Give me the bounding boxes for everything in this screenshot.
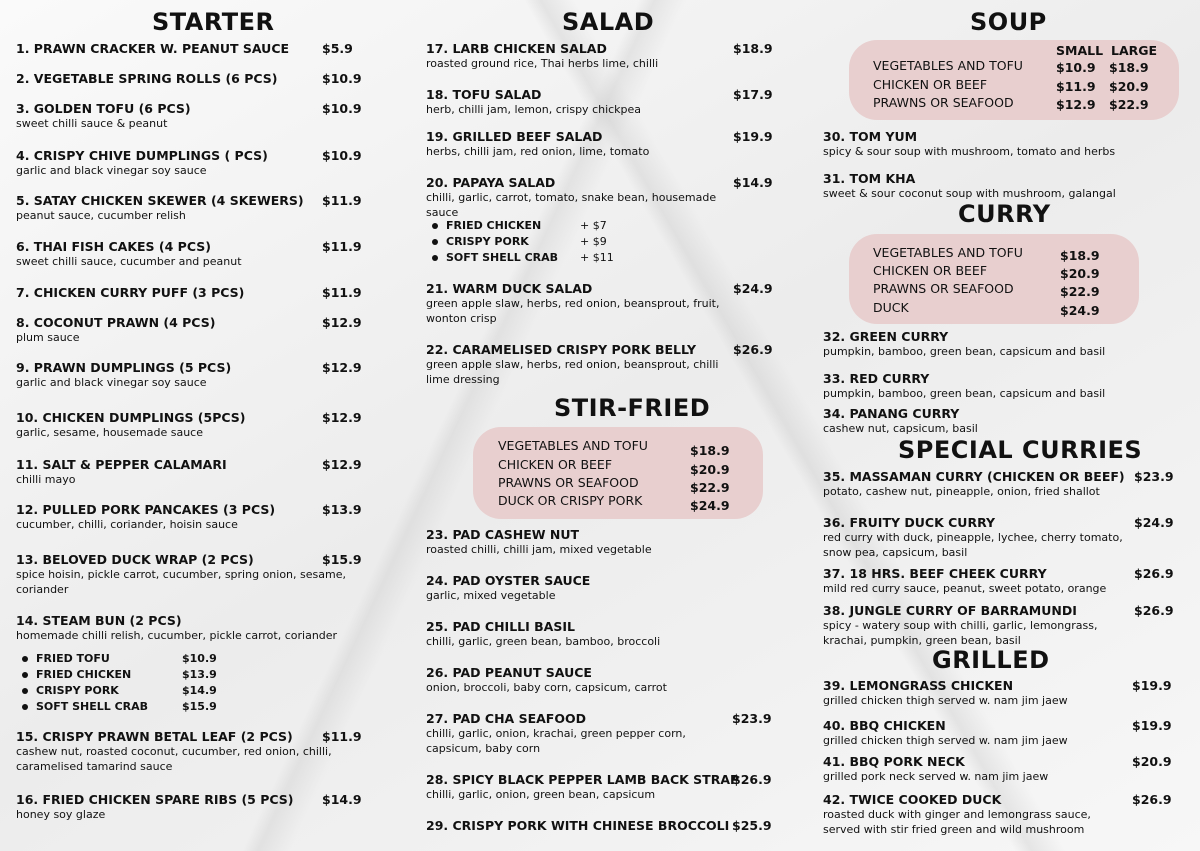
item-description: chilli mayo — [16, 473, 76, 486]
item-price: $10.9 — [322, 71, 362, 86]
stirfried-option-price: $18.9 — [690, 443, 730, 458]
curry-option-price: $24.9 — [1060, 303, 1100, 318]
menu-item — [16, 285, 361, 300]
item-name: 6. THAI FISH CAKES (4 PCS) — [16, 239, 211, 254]
item-price: $26.9 — [733, 342, 773, 357]
menu-item — [823, 371, 1153, 401]
stirfried-option-price: $20.9 — [690, 462, 730, 477]
item-price: $25.9 — [732, 818, 772, 833]
option-label: FRIED CHICKEN — [446, 219, 542, 232]
bullet-icon — [432, 223, 438, 229]
menu-item — [823, 171, 1153, 201]
option-price: $15.9 — [182, 700, 217, 713]
item-name: 3. GOLDEN TOFU (6 PCS) — [16, 101, 191, 116]
menu-item — [426, 175, 736, 220]
bullet-icon — [22, 704, 28, 710]
item-description: garlic, sesame, housemade sauce — [16, 426, 203, 439]
special-curries-heading: SPECIAL CURRIES — [898, 436, 1143, 464]
item-description: spicy & sour soup with mushroom, tomato and herbs — [823, 145, 1116, 158]
bullet-icon — [22, 672, 28, 678]
item-price: $24.9 — [1134, 515, 1174, 530]
option-price: + $7 — [580, 219, 607, 232]
item-price: $15.9 — [322, 552, 362, 567]
item-name: 28. SPICY BLACK PEPPER LAMB BACK STRAP — [426, 772, 740, 787]
bullet-icon — [432, 255, 438, 261]
item-price: $11.9 — [322, 285, 362, 300]
item-name: 9. PRAWN DUMPLINGS (5 PCS) — [16, 360, 232, 375]
item-name: 33. RED CURRY — [823, 371, 930, 386]
menu-item — [16, 41, 361, 56]
option-label: SOFT SHELL CRAB — [446, 251, 559, 264]
curry-option-label: DUCK — [873, 300, 909, 315]
item-price: $10.9 — [322, 101, 362, 116]
bullet-icon — [22, 688, 28, 694]
item-description: honey soy glaze — [16, 808, 106, 821]
menu-item — [16, 193, 361, 223]
menu-item — [16, 613, 361, 643]
item-description: herb, chilli jam, lemon, crispy chickpea — [426, 103, 642, 116]
item-price: $26.9 — [1134, 566, 1174, 581]
curry-option-label: PRAWNS OR SEAFOOD — [873, 281, 1014, 296]
item-description: garlic and black vinegar soy sauce — [16, 376, 207, 389]
item-name: 10. CHICKEN DUMPLINGS (5PCS) — [16, 410, 246, 425]
item-name: 16. FRIED CHICKEN SPARE RIBS (5 PCS) — [16, 792, 294, 807]
menu-item — [823, 678, 1123, 708]
soup-option-large: $18.9 — [1109, 60, 1149, 75]
item-description: green apple slaw, herbs, red onion, beansprout, chilli lime dressing — [426, 358, 719, 386]
item-name: 41. BBQ PORK NECK — [823, 754, 965, 769]
menu-item — [16, 101, 361, 131]
soup-option-large: $20.9 — [1109, 79, 1149, 94]
item-price: $23.9 — [732, 711, 772, 726]
soup-option-label: VEGETABLES AND TOFU — [873, 58, 1023, 73]
item-price: $12.9 — [322, 410, 362, 425]
option-price: $13.9 — [182, 668, 217, 681]
item-description: pumpkin, bamboo, green bean, capsicum and basil — [823, 387, 1106, 400]
item-description: sweet chilli sauce & peanut — [16, 117, 168, 130]
menu-item — [16, 552, 361, 597]
soup-option-label: PRAWNS OR SEAFOOD — [873, 95, 1014, 110]
item-description: spice hoisin, pickle carrot, cucumber, spring onion, sesame, coriander — [16, 568, 346, 596]
item-name: 39. LEMONGRASS CHICKEN — [823, 678, 1014, 693]
item-name: 24. PAD OYSTER SAUCE — [426, 573, 591, 588]
item-name: 19. GRILLED BEEF SALAD — [426, 129, 603, 144]
menu-item — [426, 527, 726, 557]
item-description: roasted ground rice, Thai herbs lime, chilli — [426, 57, 659, 70]
menu-item — [823, 792, 1123, 837]
item-name: 38. JUNGLE CURRY OF BARRAMUNDI — [823, 603, 1077, 618]
item-name: 5. SATAY CHICKEN SKEWER (4 SKEWERS) — [16, 193, 304, 208]
stirfried-option-label: PRAWNS OR SEAFOOD — [498, 475, 639, 490]
item-description: sweet chilli sauce, cucumber and peanut — [16, 255, 242, 268]
menu-item — [823, 515, 1133, 560]
item-price: $11.9 — [322, 239, 362, 254]
item-price: $26.9 — [732, 772, 772, 787]
soup-option-large: $22.9 — [1109, 97, 1149, 112]
item-name: 26. PAD PEANUT SAUCE — [426, 665, 592, 680]
item-description: grilled chicken thigh served w. nam jim jaew — [823, 694, 1068, 707]
item-name: 36. FRUITY DUCK CURRY — [823, 515, 996, 530]
papaya-option — [432, 251, 558, 264]
item-price: $24.9 — [733, 281, 773, 296]
menu-item — [823, 718, 1123, 748]
item-name: 37. 18 HRS. BEEF CHEEK CURRY — [823, 566, 1047, 581]
item-name: 27. PAD CHA SEAFOOD — [426, 711, 586, 726]
item-description: chilli, garlic, green bean, bamboo, broccoli — [426, 635, 661, 648]
soup-heading: SOUP — [970, 8, 1047, 36]
item-description: grilled chicken thigh served w. nam jim jaew — [823, 734, 1068, 747]
item-description: sweet & sour coconut soup with mushroom, galangal — [823, 187, 1116, 200]
menu-item — [426, 818, 730, 833]
item-description: homemade chilli relish, cucumber, pickle carrot, coriander — [16, 629, 338, 642]
item-description: garlic, mixed vegetable — [426, 589, 556, 602]
menu-item — [426, 772, 740, 802]
item-name: 12. PULLED PORK PANCAKES (3 PCS) — [16, 502, 276, 517]
item-description: onion, broccoli, baby corn, capsicum, carrot — [426, 681, 667, 694]
item-name: 30. TOM YUM — [823, 129, 918, 144]
salad-heading: SALAD — [562, 8, 655, 36]
item-name: 2. VEGETABLE SPRING ROLLS (6 PCS) — [16, 71, 278, 86]
menu-item — [426, 573, 726, 603]
menu-item — [16, 148, 361, 178]
item-description: chilli, garlic, onion, krachai, green pepper corn, capsicum, baby corn — [426, 727, 686, 755]
item-description: roasted chilli, chilli jam, mixed vegetable — [426, 543, 652, 556]
bullet-icon — [432, 239, 438, 245]
curry-option-label: VEGETABLES AND TOFU — [873, 245, 1023, 260]
menu-item — [16, 315, 361, 345]
menu-item — [16, 729, 361, 774]
item-description: green apple slaw, herbs, red onion, beansprout, fruit, wonton crisp — [426, 297, 720, 325]
menu-item — [823, 129, 1153, 159]
curry-option-price: $18.9 — [1060, 248, 1100, 263]
menu-item — [16, 792, 361, 822]
option-price: $14.9 — [182, 684, 217, 697]
option-label: SOFT SHELL CRAB — [36, 700, 149, 713]
soup-option-small: $10.9 — [1056, 60, 1096, 75]
item-name: 18. TOFU SALAD — [426, 87, 542, 102]
bullet-icon — [22, 656, 28, 662]
option-price: + $9 — [580, 235, 607, 248]
item-price: $12.9 — [322, 315, 362, 330]
bun-option — [22, 668, 131, 681]
menu-item — [823, 469, 1133, 499]
menu-item — [426, 41, 736, 71]
item-price: $10.9 — [322, 148, 362, 163]
menu-item — [823, 566, 1133, 596]
item-name: 35. MASSAMAN CURRY (CHICKEN OR BEEF) — [823, 469, 1125, 484]
curry-option-price: $20.9 — [1060, 266, 1100, 281]
option-price: + $11 — [580, 251, 614, 264]
item-price: $19.9 — [733, 129, 773, 144]
item-description: chilli, garlic, carrot, tomato, snake bean, housemade sauce — [426, 191, 717, 219]
item-name: 8. COCONUT PRAWN (4 PCS) — [16, 315, 216, 330]
item-name: 34. PANANG CURRY — [823, 406, 960, 421]
item-price: $13.9 — [322, 502, 362, 517]
item-price: $11.9 — [322, 193, 362, 208]
menu-item — [426, 281, 736, 326]
item-price: $12.9 — [322, 457, 362, 472]
soup-option-small: $12.9 — [1056, 97, 1096, 112]
menu-item — [16, 502, 361, 532]
option-label: CRISPY PORK — [446, 235, 529, 248]
item-price: $26.9 — [1134, 603, 1174, 618]
item-name: 20. PAPAYA SALAD — [426, 175, 556, 190]
item-description: cashew nut, roasted coconut, cucumber, red onion, chilli, caramelised tamarind sauce — [16, 745, 332, 773]
curry-option-price: $22.9 — [1060, 284, 1100, 299]
item-description: cashew nut, capsicum, basil — [823, 422, 978, 435]
item-price: $11.9 — [322, 729, 362, 744]
item-name: 23. PAD CASHEW NUT — [426, 527, 580, 542]
item-description: grilled pork neck served w. nam jim jaew — [823, 770, 1049, 783]
item-name: 32. GREEN CURRY — [823, 329, 949, 344]
item-price: $5.9 — [322, 41, 353, 56]
item-description: garlic and black vinegar soy sauce — [16, 164, 207, 177]
stirfried-option-label: CHICKEN OR BEEF — [498, 457, 613, 472]
item-price: $17.9 — [733, 87, 773, 102]
item-name: 11. SALT & PEPPER CALAMARI — [16, 457, 227, 472]
stirfried-option-label: DUCK OR CRISPY PORK — [498, 493, 643, 508]
item-price: $19.9 — [1132, 718, 1172, 733]
item-price: $26.9 — [1132, 792, 1172, 807]
item-name: 13. BELOVED DUCK WRAP (2 PCS) — [16, 552, 254, 567]
menu-item — [426, 87, 736, 117]
stirfried-option-price: $24.9 — [690, 498, 730, 513]
menu-item — [426, 619, 726, 649]
item-name: 21. WARM DUCK SALAD — [426, 281, 593, 296]
soup-size-small: SMALL — [1056, 43, 1104, 58]
menu-item — [823, 754, 1123, 784]
menu-item — [16, 360, 361, 390]
menu-item — [426, 665, 726, 695]
soup-size-large: LARGE — [1111, 43, 1158, 58]
item-description: spicy - watery soup with chilli, garlic, lemongrass, krachai, pumpkin, green bean, basil — [823, 619, 1098, 647]
item-description: plum sauce — [16, 331, 80, 344]
item-price: $19.9 — [1132, 678, 1172, 693]
item-description: mild red curry sauce, peanut, sweet potato, orange — [823, 582, 1107, 595]
menu-item — [426, 711, 726, 756]
grilled-heading: GRILLED — [932, 646, 1050, 674]
item-name: 22. CARAMELISED CRISPY PORK BELLY — [426, 342, 697, 357]
item-price: $12.9 — [322, 360, 362, 375]
menu-item — [426, 342, 736, 387]
soup-option-label: CHICKEN OR BEEF — [873, 77, 988, 92]
curry-option-label: CHICKEN OR BEEF — [873, 263, 988, 278]
stirfried-option-label: VEGETABLES AND TOFU — [498, 438, 648, 453]
menu-item — [16, 410, 361, 440]
item-name: 42. TWICE COOKED DUCK — [823, 792, 1002, 807]
item-description: pumpkin, bamboo, green bean, capsicum and basil — [823, 345, 1106, 358]
papaya-option — [432, 219, 541, 232]
item-name: 4. CRISPY CHIVE DUMPLINGS ( PCS) — [16, 148, 268, 163]
option-label: FRIED CHICKEN — [36, 668, 132, 681]
papaya-option — [432, 235, 529, 248]
item-name: 40. BBQ CHICKEN — [823, 718, 946, 733]
soup-option-small: $11.9 — [1056, 79, 1096, 94]
stirfried-heading: STIR-FRIED — [554, 394, 711, 422]
menu-item — [426, 129, 736, 159]
item-price: $18.9 — [733, 41, 773, 56]
item-description: roasted duck with ginger and lemongrass sauce, served with stir fried green and wild mushroom — [823, 808, 1091, 836]
starter-heading: STARTER — [152, 8, 275, 36]
menu-item — [823, 406, 1153, 436]
curry-heading: CURRY — [958, 200, 1051, 228]
item-name: 14. STEAM BUN (2 PCS) — [16, 613, 182, 628]
item-name: 7. CHICKEN CURRY PUFF (3 PCS) — [16, 285, 245, 300]
bun-option — [22, 700, 148, 713]
item-price: $14.9 — [733, 175, 773, 190]
item-price: $14.9 — [322, 792, 362, 807]
item-description: herbs, chilli jam, red onion, lime, tomato — [426, 145, 650, 158]
option-price: $10.9 — [182, 652, 217, 665]
item-name: 15. CRISPY PRAWN BETAL LEAF (2 PCS) — [16, 729, 293, 744]
option-label: CRISPY PORK — [36, 684, 119, 697]
item-description: red curry with duck, pineapple, lychee, cherry tomato, snow pea, capsicum, basil — [823, 531, 1123, 559]
bun-option — [22, 684, 119, 697]
item-description: potato, cashew nut, pineapple, onion, fried shallot — [823, 485, 1100, 498]
menu-item — [16, 457, 361, 487]
item-name: 31. TOM KHA — [823, 171, 916, 186]
item-price: $23.9 — [1134, 469, 1174, 484]
item-name: 25. PAD CHILLI BASIL — [426, 619, 575, 634]
stirfried-option-price: $22.9 — [690, 480, 730, 495]
item-name: 1. PRAWN CRACKER W. PEANUT SAUCE — [16, 41, 290, 56]
item-description: peanut sauce, cucumber relish — [16, 209, 186, 222]
bun-option — [22, 652, 110, 665]
item-description: chilli, garlic, onion, green bean, capsicum — [426, 788, 656, 801]
item-price: $20.9 — [1132, 754, 1172, 769]
menu-item — [823, 603, 1133, 648]
menu-item — [16, 71, 361, 86]
item-name: 17. LARB CHICKEN SALAD — [426, 41, 607, 56]
menu-item — [823, 329, 1153, 359]
item-description: cucumber, chilli, coriander, hoisin sauce — [16, 518, 238, 531]
item-name: 29. CRISPY PORK WITH CHINESE BROCCOLI — [426, 818, 730, 833]
option-label: FRIED TOFU — [36, 652, 110, 665]
menu-item — [16, 239, 361, 269]
